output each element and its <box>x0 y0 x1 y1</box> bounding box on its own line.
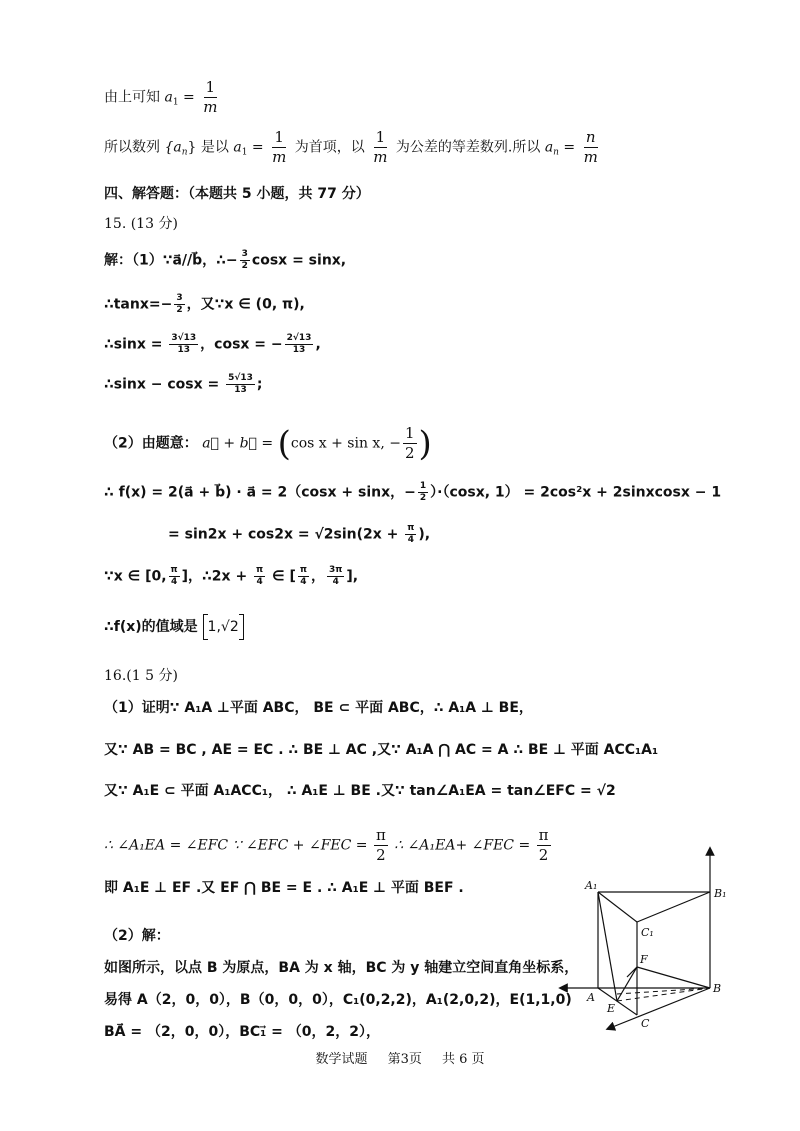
label-b1: B₁ <box>714 887 727 900</box>
text: , <box>315 336 321 353</box>
fraction <box>327 566 344 587</box>
den: 4 <box>256 577 263 587</box>
fraction <box>418 482 428 503</box>
fraction <box>254 566 265 587</box>
den: 2 <box>419 493 427 503</box>
num: π <box>170 565 178 575</box>
bracket-right <box>239 614 244 640</box>
text: ∴f(x)的值域是 <box>104 619 198 635</box>
text: 是以 <box>200 139 229 156</box>
den: 4 <box>170 577 178 587</box>
num: π <box>256 565 264 575</box>
num: 1 <box>205 78 216 96</box>
den: m <box>373 148 388 166</box>
label-c: C <box>641 1017 650 1030</box>
edge-ac <box>598 988 637 1015</box>
den: 13 <box>292 345 306 355</box>
fraction-n-over-m <box>582 130 600 165</box>
text: ∴ f(x) = 2(a⃗ + b⃗) · a⃗ = 2（cosx + sinx，− <box>104 484 416 501</box>
text: ∈ [ <box>267 568 296 585</box>
eq: = <box>563 139 576 156</box>
label-a: A <box>587 991 595 1004</box>
text: 为公差的等差数列.所以 <box>395 139 541 156</box>
line-16-6: （2）解： <box>104 928 170 944</box>
label-a1: A₁ <box>585 879 598 892</box>
text: cosx = sinx, <box>251 252 347 269</box>
fraction <box>537 828 551 863</box>
var-a: a <box>544 139 554 156</box>
text: ）·（cosx, 1） = 2cos²x + 2sinxcosx − 1 <box>430 484 722 501</box>
vector-sum: a⃗ + b⃗ = <box>202 435 274 452</box>
line-15-4 <box>104 374 263 395</box>
sub: 1 <box>241 147 248 158</box>
segment-fb <box>637 967 710 988</box>
text: ∴sinx = <box>104 336 168 353</box>
den: 2 <box>241 261 248 271</box>
fraction <box>405 524 416 545</box>
question-15-label: 15. (13 分) <box>104 216 178 232</box>
fraction <box>374 828 388 863</box>
line-15-8 <box>104 566 358 587</box>
den: 4 <box>300 577 307 587</box>
seq-open: {a <box>164 139 182 156</box>
den: 13 <box>177 345 191 355</box>
question-16-label: 16.(1 5 分) <box>104 668 178 684</box>
den: m <box>203 98 218 116</box>
num: π <box>375 826 386 844</box>
var-a: a <box>233 139 242 156</box>
page-footer <box>0 1048 800 1067</box>
den: 2 <box>176 305 183 315</box>
fraction <box>169 334 198 355</box>
text: ， <box>311 568 325 585</box>
line-16-8: 易得 A（2，0，0），B（0，0，0），C₁(0,2,2)，A₁(2,0,2)，E(1,1,0) <box>104 992 572 1008</box>
line-a1-result <box>104 80 221 115</box>
line-16-4 <box>104 828 553 863</box>
line-16-2: 又∵ AB = BC , AE = EC . ∴ BE ⊥ AC ,又∵ A₁A ⋂ AC = A ∴ BE ⊥ 平面 ACC₁A₁ <box>104 742 659 758</box>
text: ∴ ∠A₁EA+ ∠FEC = <box>394 837 531 854</box>
den: 4 <box>407 535 414 545</box>
line-sequence-conclusion <box>104 130 602 165</box>
var-a: a <box>164 89 173 106</box>
den: m <box>272 148 287 166</box>
den: m <box>583 148 598 166</box>
fraction <box>285 334 314 355</box>
label-c1: C₁ <box>641 926 654 939</box>
edge-a1c1 <box>598 892 637 922</box>
footer-page: 第3页 <box>387 1052 422 1067</box>
text: ], <box>346 568 359 585</box>
num: 2√13 <box>286 333 312 343</box>
fraction <box>270 130 288 165</box>
num: 3π <box>329 565 343 575</box>
sub: 1 <box>172 97 179 108</box>
text: cos x + sin x, − <box>290 435 401 452</box>
segment-a1e <box>598 892 617 1001</box>
footer-subject: 数学试题 <box>315 1052 368 1067</box>
text: 所以数列 <box>104 139 160 156</box>
num: π <box>299 565 307 575</box>
label-b: B <box>713 982 722 995</box>
eq: = <box>251 139 264 156</box>
sub: n <box>181 147 188 158</box>
num: n <box>585 128 596 146</box>
text: ，又∵x ∈ (0, π), <box>186 296 305 313</box>
y-axis <box>610 988 710 1028</box>
footer-total: 共 6 页 <box>442 1052 485 1067</box>
line-16-1: （1）证明∵ A₁A ⊥平面 ABC， BE ⊂ 平面 ABC，∴ A₁A ⊥ BE， <box>104 700 533 716</box>
text: ∴ ∠A₁EA = ∠EFC ∵ ∠EFC + ∠FEC = <box>104 837 368 854</box>
eq: = <box>183 89 195 106</box>
text: ), <box>418 526 431 543</box>
dashed-eb <box>617 988 710 1001</box>
line-15-2 <box>104 294 305 315</box>
edge-c1b1 <box>637 892 710 922</box>
seq-close: } <box>187 139 197 156</box>
text: （2）由题意： <box>104 435 198 452</box>
fraction <box>240 250 250 271</box>
text: ; <box>256 376 263 393</box>
den: 4 <box>332 577 339 587</box>
line-16-3: 又∵ A₁E ⊂ 平面 A₁ACC₁， ∴ A₁E ⊥ BE .又∵ tan∠A₁EA = tan∠EFC = √2 <box>104 783 616 799</box>
text: 由上可知 <box>104 89 160 106</box>
num: 1 <box>375 128 386 146</box>
den: 2 <box>538 846 549 864</box>
paren: ( <box>277 423 291 464</box>
line-15-3 <box>104 334 321 355</box>
fraction <box>371 130 389 165</box>
line-15-5 <box>104 423 432 464</box>
text: 为首项，以 <box>294 139 365 156</box>
text: ∵x ∈ [0, <box>104 568 167 585</box>
label-e: E <box>607 1002 616 1015</box>
num: 3 <box>176 293 183 303</box>
fraction <box>174 294 184 315</box>
line-15-6 <box>104 482 721 503</box>
line-15-7 <box>168 524 430 545</box>
num: 5√13 <box>228 373 253 383</box>
text: 解：（1）∵a⃗//b⃗，∴− <box>104 252 238 269</box>
den: 13 <box>234 385 247 395</box>
text: ∴tanx=− <box>104 296 173 313</box>
num: 3√13 <box>171 333 197 343</box>
num: 3 <box>241 249 248 259</box>
line-16-5: 即 A₁E ⊥ EF .又 EF ⋂ BE = E . ∴ A₁E ⊥ 平面 BEF . <box>104 880 464 896</box>
fraction <box>169 566 180 587</box>
fraction <box>403 426 417 461</box>
sub: n <box>553 147 559 158</box>
num: π <box>407 523 415 533</box>
prism-diagram <box>555 845 755 1035</box>
range-value: 1,√2 <box>207 619 239 635</box>
num: 1 <box>274 128 284 146</box>
text: ]，∴2x + <box>181 568 253 585</box>
num: 1 <box>419 481 427 491</box>
num: 1 <box>404 424 415 442</box>
num: π <box>538 826 549 844</box>
den: 2 <box>404 444 415 462</box>
segment-fe <box>617 967 637 1001</box>
fraction <box>226 374 255 395</box>
fraction <box>298 566 309 587</box>
text: = sin2x + cos2x = √2sin(2x + <box>168 526 404 543</box>
section-heading: 四、解答题：（本题共 5 小题，共 77 分） <box>104 186 370 202</box>
paren: ) <box>418 423 432 464</box>
fraction-1-over-m <box>201 80 219 115</box>
label-f: F <box>640 953 648 966</box>
line-16-9: BA⃗ = （2，0，0），BC₁⃗ = （0，2，2）， <box>104 1024 380 1040</box>
den: 2 <box>376 846 386 864</box>
line-15-9 <box>104 614 244 640</box>
text: ，cosx = − <box>200 336 283 353</box>
line-15-1 <box>104 250 346 271</box>
line-16-7: 如图所示，以点 B 为原点，BA 为 x 轴，BC 为 y 轴建立空间直角坐标系， <box>104 960 579 976</box>
text: ∴sinx − cosx = <box>104 376 225 393</box>
